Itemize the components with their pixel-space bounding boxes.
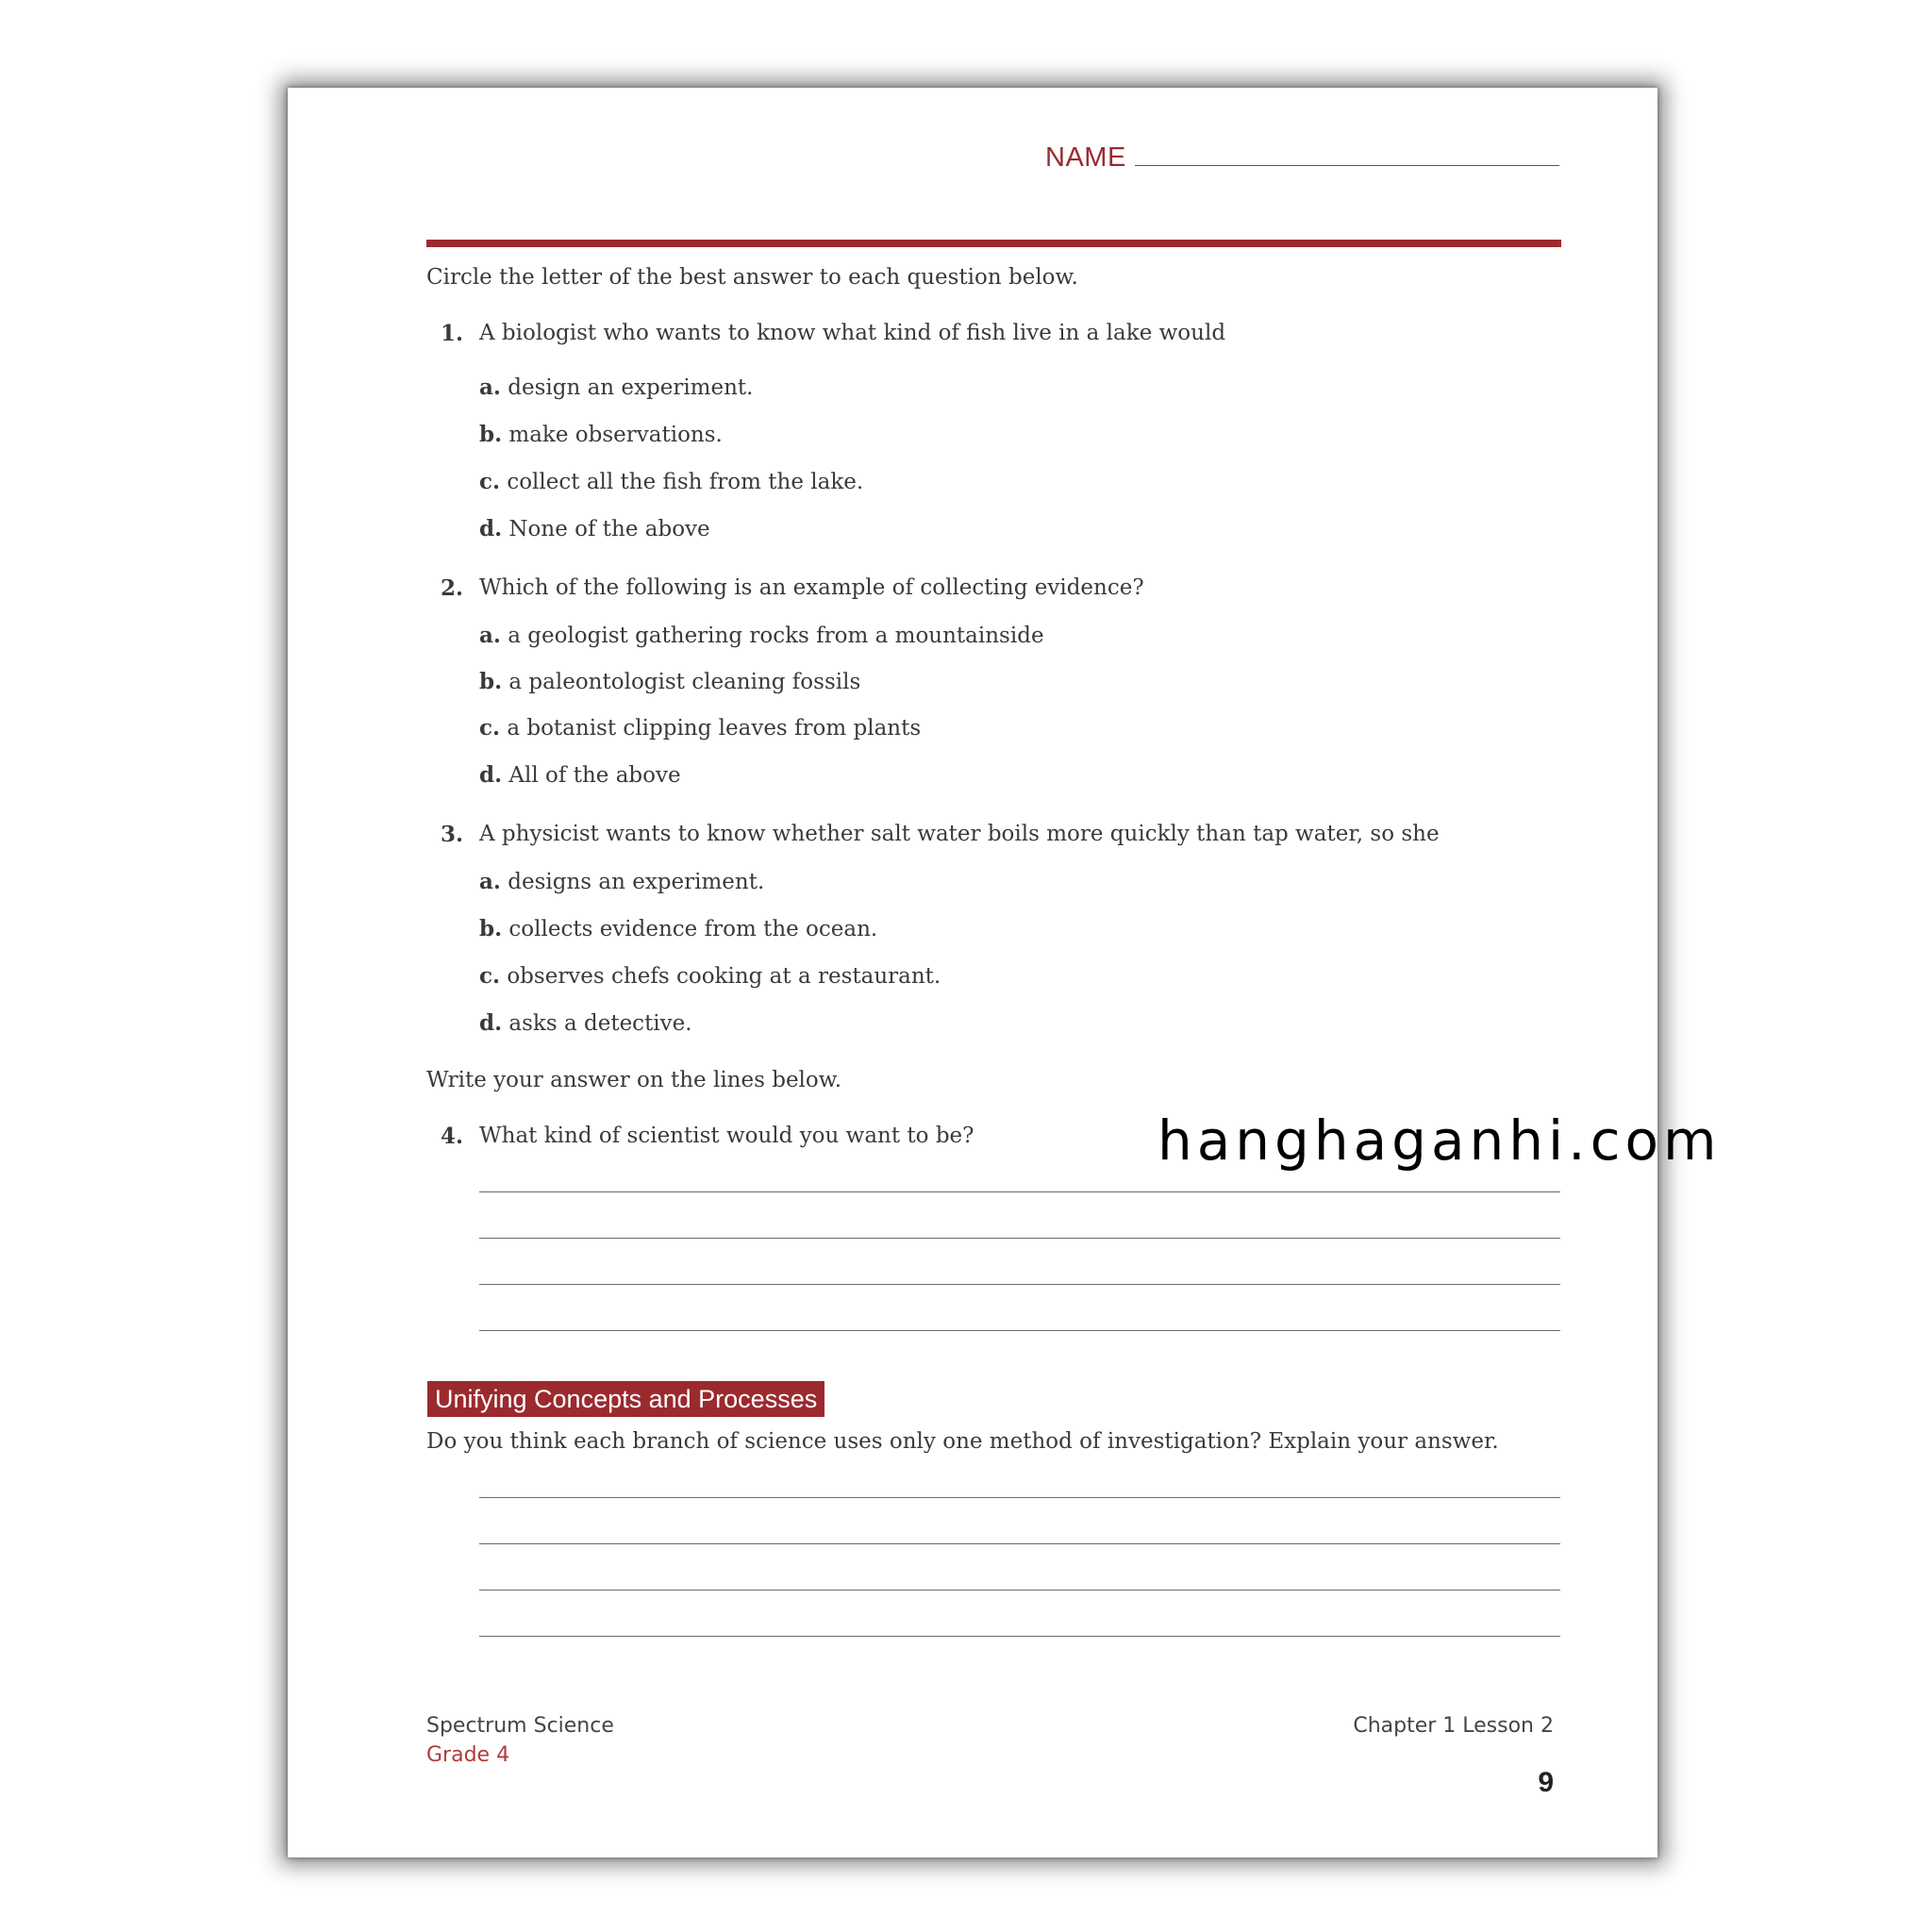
instructions-written: Write your answer on the lines below. <box>426 1068 842 1092</box>
question-4-answer-line[interactable] <box>479 1284 1560 1285</box>
question-2-option-c[interactable] <box>479 717 921 740</box>
option-letter: a. <box>479 623 501 648</box>
question-3-option-a[interactable] <box>479 871 764 893</box>
option-text: None of the above <box>508 517 710 541</box>
question-1-text: A biologist who wants to know what kind of fish live in a lake would <box>479 321 1226 345</box>
option-text: a botanist clipping leaves from plants <box>507 716 922 741</box>
option-text: designs an experiment. <box>508 870 765 894</box>
name-field-line[interactable] <box>1135 165 1559 166</box>
option-text: All of the above <box>508 763 681 788</box>
question-2-number: 2. <box>441 575 464 601</box>
option-letter: b. <box>479 916 503 941</box>
question-1-option-b[interactable] <box>479 424 723 446</box>
option-letter: c. <box>479 715 501 741</box>
section-answer-line[interactable] <box>479 1636 1560 1637</box>
worksheet-page <box>288 88 1722 1857</box>
question-3-option-c[interactable] <box>479 965 941 988</box>
question-1-option-d[interactable] <box>479 518 710 541</box>
question-1-option-c[interactable] <box>479 471 863 493</box>
section-answer-line[interactable] <box>479 1497 1560 1498</box>
question-4-answer-line[interactable] <box>479 1330 1560 1331</box>
option-letter: d. <box>479 762 503 788</box>
question-1-number: 1. <box>441 321 464 346</box>
option-letter: d. <box>479 1010 503 1036</box>
page-number: 9 <box>1538 1767 1554 1798</box>
option-text: a geologist gathering rocks from a mountainside <box>508 624 1044 648</box>
question-2-text: Which of the following is an example of collecting evidence? <box>479 575 1144 600</box>
option-letter: a. <box>479 869 501 894</box>
option-text: make observations. <box>508 423 723 447</box>
section-prompt: Do you think each branch of science uses only one method of investigation? Explain your answer. <box>426 1429 1499 1454</box>
question-4-answer-line[interactable] <box>479 1238 1560 1239</box>
question-2-option-d[interactable] <box>479 764 681 787</box>
header-rule <box>426 240 1561 247</box>
question-4-text: What kind of scientist would you want to be? <box>479 1124 974 1148</box>
option-text: collects evidence from the ocean. <box>508 917 878 941</box>
option-text: observes chefs cooking at a restaurant. <box>507 964 941 989</box>
option-letter: a. <box>479 375 501 400</box>
option-letter: d. <box>479 516 503 541</box>
option-text: design an experiment. <box>508 375 754 400</box>
question-3-option-d[interactable] <box>479 1012 692 1035</box>
question-1-option-a[interactable] <box>479 376 753 399</box>
section-answer-line[interactable] <box>479 1590 1560 1591</box>
question-3-option-b[interactable] <box>479 918 877 941</box>
question-3-text: A physicist wants to know whether salt water boils more quickly than tap water, so she <box>479 822 1440 846</box>
question-4-answer-line[interactable] <box>479 1191 1560 1192</box>
option-text: a paleontologist cleaning fossils <box>508 670 861 694</box>
question-3-number: 3. <box>441 822 464 847</box>
option-letter: b. <box>479 669 503 694</box>
option-letter: c. <box>479 469 501 494</box>
footer-book-title: Spectrum Science <box>426 1714 614 1738</box>
instructions-multiple-choice: Circle the letter of the best answer to each question below. <box>426 265 1078 290</box>
section-answer-line[interactable] <box>479 1543 1560 1544</box>
name-label: NAME <box>1045 142 1126 173</box>
option-text: collect all the fish from the lake. <box>507 470 864 494</box>
question-2-option-b[interactable] <box>479 671 860 693</box>
option-letter: c. <box>479 963 501 989</box>
option-letter: b. <box>479 422 503 447</box>
section-heading: Unifying Concepts and Processes <box>427 1381 824 1417</box>
footer-grade: Grade 4 <box>426 1743 510 1767</box>
footer-chapter: Chapter 1 Lesson 2 <box>1353 1714 1554 1738</box>
option-text: asks a detective. <box>508 1011 692 1036</box>
question-2-option-a[interactable] <box>479 625 1044 647</box>
watermark-text: hanghaganhi.com <box>1158 1108 1722 1173</box>
footer-book-info <box>426 1711 614 1770</box>
question-4-number: 4. <box>441 1124 464 1149</box>
